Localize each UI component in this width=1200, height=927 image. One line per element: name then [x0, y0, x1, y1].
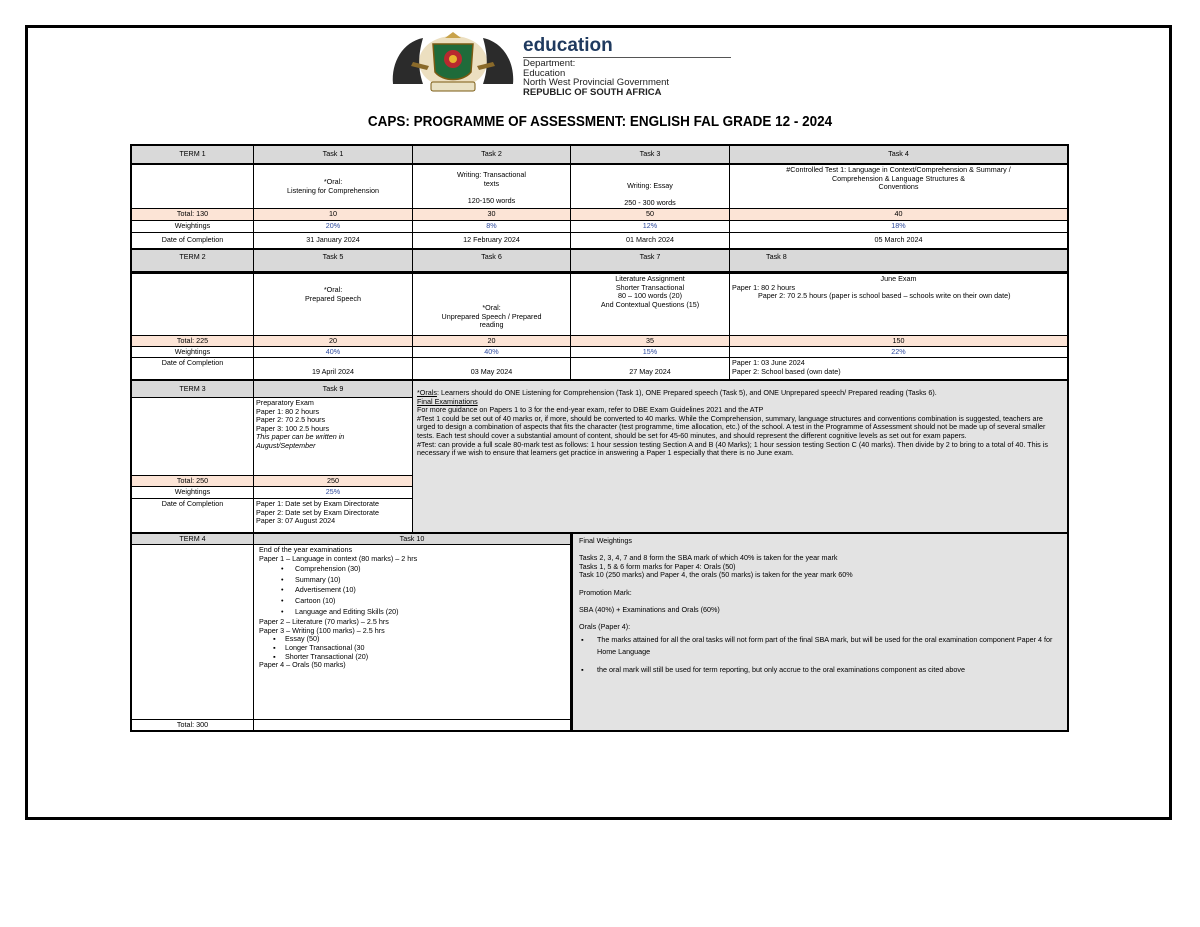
term3-weight-label: Weightings [132, 487, 254, 499]
task-9-total: 250 [254, 476, 413, 487]
task-2-total: 30 [413, 209, 571, 221]
task-7-date: 27 May 2024 [571, 358, 730, 381]
coat-of-arms-icon [393, 32, 513, 91]
term2-date-label: Date of Completion [132, 358, 254, 381]
task-6-desc: *Oral: Unprepared Speech / Prepared reading [413, 274, 571, 336]
task-3-total: 50 [571, 209, 730, 221]
term2-blank [132, 274, 254, 336]
term1-total-label: Total: 130 [132, 209, 254, 221]
country-line: REPUBLIC OF SOUTH AFRICA [523, 86, 662, 98]
task-6-weight: 40% [413, 347, 571, 358]
term2-label: TERM 2 [132, 250, 254, 274]
task-8-date: Paper 1: 03 June 2024 Paper 2: School based (own date) [730, 358, 1067, 381]
task-2-header: Task 2 [413, 146, 571, 165]
task-8-header: Task 8 [730, 250, 1067, 274]
dept-line-2: Education [523, 67, 566, 79]
term4-blank [132, 545, 254, 720]
task-1-weight: 20% [254, 221, 413, 233]
task-1-total: 10 [254, 209, 413, 221]
term3-label: TERM 3 [132, 381, 254, 398]
task-6-date: 03 May 2024 [413, 358, 571, 381]
page-title: CAPS: PROGRAMME OF ASSESSMENT: ENGLISH FAL GRADE 12 - 2024 [367, 113, 833, 130]
assessment-notes: *Orals: Learners should do ONE Listening for Comprehension (Task 1), ONE Prepared speech (Task 5), and ONE Unprepared speech/ Prepared reading (Tasks 6). Final Examinations For more guidance on Papers 1 to 3 for the end-year exam, refer to DBE Exam Guidelines 2021 and the ATP #Test 1 could be set out of 40 marks or, if more, should be converted to 40 marks. While the Comprehension, summary, language structures and conventions combination is suggested, teachers are urged to design a combination of aspects that fits the character (test programme, time allocation, etc.) of the school. A test in the Programme of Assessment should not be made up of several smaller tests. Each test should cover a substantial amount of content, should be set for 45-60 minutes, and should represent the different cognitive levels as set out for exam papers. #Test: can provide a full scale 80-mark test as follows: 1 hour session testing Section A and B (40 Marks); 1 hour session testing Section C (40 marks). Then divide by 2 to bring to a total of 40. This is necessary if we wish to ensure that learners get practice in answering a Paper 1 especially that there is no June exam. [413, 381, 1067, 534]
task-4-weight: 18% [730, 221, 1067, 233]
term1-label: TERM 1 [132, 146, 254, 165]
task-1-header: Task 1 [254, 146, 413, 165]
task-3-desc: Writing: Essay 250 - 300 words [571, 165, 730, 209]
task-8-desc: June Exam Paper 1: 80 2 hours Paper 2: 70 2.5 hours (paper is school based – schools write on their own date) [730, 274, 1067, 336]
assessment-table [130, 144, 1069, 732]
task-10-desc: End of the year examinations Paper 1 – Language in context (80 marks) – 2 hrs • Comprehension (30) • Summary (10) • Advertisement (10) • Cartoon (10) • Language and Editing Skills (20) Paper 2 – Literature (70 marks) – 2.5 hrs Paper 3 – Writing (100 marks) – 2.5 hrs ▪ Essay (50) ▪ Longer Transactional (30 ▪ Shorter Transactional (20) Paper 4 – Orals (50 marks) [254, 545, 571, 720]
task-5-weight: 40% [254, 347, 413, 358]
task-9-desc: Preparatory Exam Paper 1: 80 2 hours Paper 2: 70 2.5 hours Paper 3: 100 2.5 hours This paper can be written in August/September [254, 398, 413, 476]
task-3-header: Task 3 [571, 146, 730, 165]
term1-weight-label: Weightings [132, 221, 254, 233]
task-7-header: Task 7 [571, 250, 730, 274]
task-2-weight: 8% [413, 221, 571, 233]
task-3-weight: 12% [571, 221, 730, 233]
task-4-desc: #Controlled Test 1: Language in Context/Comprehension & Summary / Comprehension & Language Structures & Conventions [730, 165, 1067, 209]
task-5-desc: *Oral: Prepared Speech [254, 274, 413, 336]
term2-weight-label: Weightings [132, 347, 254, 358]
task-8-total: 150 [730, 336, 1067, 347]
task-9-date: Paper 1: Date set by Exam Directorate Paper 2: Date set by Exam Directorate Paper 3: 07 August 2024 [254, 499, 413, 534]
task-4-total: 40 [730, 209, 1067, 221]
task-5-date: 19 April 2024 [254, 358, 413, 381]
term3-date-label: Date of Completion [132, 499, 254, 534]
term3-blank [132, 398, 254, 476]
task-7-total: 35 [571, 336, 730, 347]
task-4-date: 05 March 2024 [730, 233, 1067, 250]
task-6-total: 20 [413, 336, 571, 347]
task-9-header: Task 9 [254, 381, 413, 398]
task-6-header: Task 6 [413, 250, 571, 274]
task-3-date: 01 March 2024 [571, 233, 730, 250]
final-weightings-title: Final Weightings [579, 536, 633, 545]
dept-line-1: Department: [523, 58, 576, 69]
task-1-desc: *Oral: Listening for Comprehension [254, 165, 413, 209]
task-8-weight: 22% [730, 347, 1067, 358]
task-10-header: Task 10 [254, 534, 571, 545]
final-weightings-panel: Final Weightings Tasks 2, 3, 4, 7 and 8 form the SBA mark of which 40% is taken for the year mark Tasks 1, 5 & 6 form marks for Paper 4: Orals (50) Task 10 (250 marks) and Paper 4, the orals (50 marks) is taken for the year mark 60% Promotion Mark: SBA (40%) + Examinations and Orals (60%) Orals (Paper 4): ▪ The marks attained for all the oral tasks will not form part of the final SBA mark, but will be used for the oral examination component Paper 4 for Home Language ▪ the oral mark will still be used for term reporting, but only accrue to the oral examinations component as cited above [571, 534, 1067, 730]
term1-date-label: Date of Completion [132, 233, 254, 250]
task-2-date: 12 February 2024 [413, 233, 571, 250]
term4-total-label: Total: 300 [132, 720, 254, 730]
brand-name: education [523, 35, 613, 56]
task-9-weight: 25% [254, 487, 413, 499]
term2-total-label: Total: 225 [132, 336, 254, 347]
task-5-total: 20 [254, 336, 413, 347]
term4-total-value [254, 720, 571, 730]
task-7-weight: 15% [571, 347, 730, 358]
task-7-desc: Literature Assignment Shorter Transactional 80 – 100 words (20) And Contextual Questions (15) [571, 274, 730, 336]
term1-blank [132, 165, 254, 209]
brand-block [523, 36, 731, 97]
term4-label: TERM 4 [132, 534, 254, 545]
task-1-date: 31 January 2024 [254, 233, 413, 250]
dept-line-3: North West Provincial Government [523, 77, 670, 88]
task-5-header: Task 5 [254, 250, 413, 274]
task-4-header: Task 4 [730, 146, 1067, 165]
task-2-desc: Writing: Transactional texts 120-150 words [413, 165, 571, 209]
term3-total-label: Total: 250 [132, 476, 254, 487]
